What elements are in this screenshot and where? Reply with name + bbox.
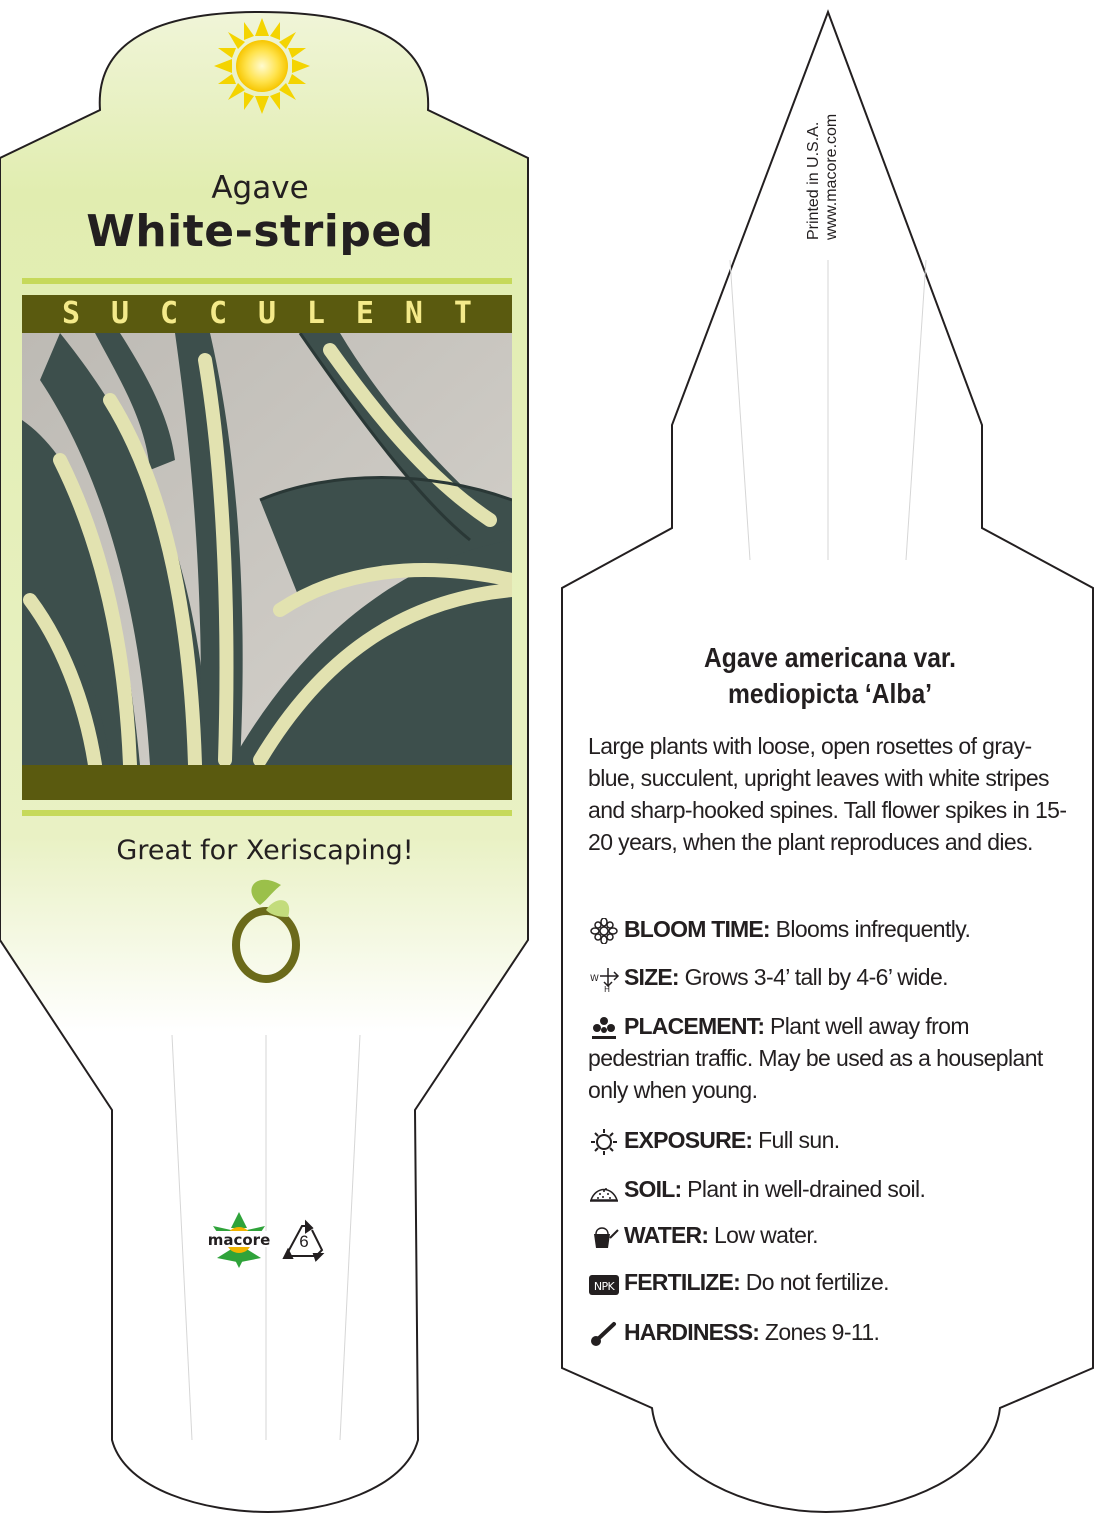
printed-website: www.macore.com — [823, 113, 840, 240]
size-icon — [588, 966, 620, 992]
svg-text:NPK: NPK — [593, 1279, 615, 1293]
thermometer-icon — [588, 1321, 620, 1347]
attr-water: WATER: Low water. — [588, 1219, 1068, 1251]
attr-exposure: EXPOSURE: Full sun. — [588, 1124, 1068, 1156]
attr-soil: SOIL: Plant in well-drained soil. — [588, 1173, 1068, 1205]
attr-hardiness: HARDINESS: Zones 9-11. — [588, 1316, 1068, 1348]
svg-text:W: W — [590, 973, 599, 984]
attr-bloom-time: BLOOM TIME: Blooms infrequently. — [588, 913, 1068, 945]
flower-icon — [588, 918, 620, 944]
npk-icon — [588, 1271, 620, 1297]
attr-placement: PLACEMENT: Plant well away from pedestrian traffic. May be used as a houseplant only when young. — [588, 1013, 1043, 1103]
macore-logo-text: macore — [207, 1231, 271, 1249]
printed-info — [805, 70, 865, 240]
common-name-genus: Agave — [211, 170, 309, 206]
attr-size: W H SIZE: Grows 3-4’ tall by 4-6’ wide. — [590, 964, 948, 992]
botanical-name: Agave americana var. mediopicta ‘Alba’ — [703, 642, 957, 709]
sun-outline-icon — [588, 1129, 620, 1155]
soil-icon — [588, 1178, 620, 1204]
attr-fertilize: NPK FERTILIZE: Do not fertilize. — [588, 1266, 1068, 1298]
tagline: Great for Xeriscaping! — [116, 835, 414, 866]
recycle-number: 6 — [299, 1232, 309, 1251]
placement-icon — [588, 1015, 620, 1041]
watering-can-icon — [588, 1224, 620, 1250]
common-name-cultivar: White-striped — [86, 206, 434, 257]
printed-country: Printed in U.S.A. — [805, 121, 822, 240]
category-label: S U C C U L E N T — [62, 296, 472, 331]
svg-text:H: H — [604, 984, 610, 992]
plant-description: Large plants with loose, open rosettes of gray-blue, succulent, upright leaves with white stripes and sharp-hooked spines. Tall flower spikes in 15-20 years, when the plant reproduces and dies. — [588, 733, 1067, 855]
